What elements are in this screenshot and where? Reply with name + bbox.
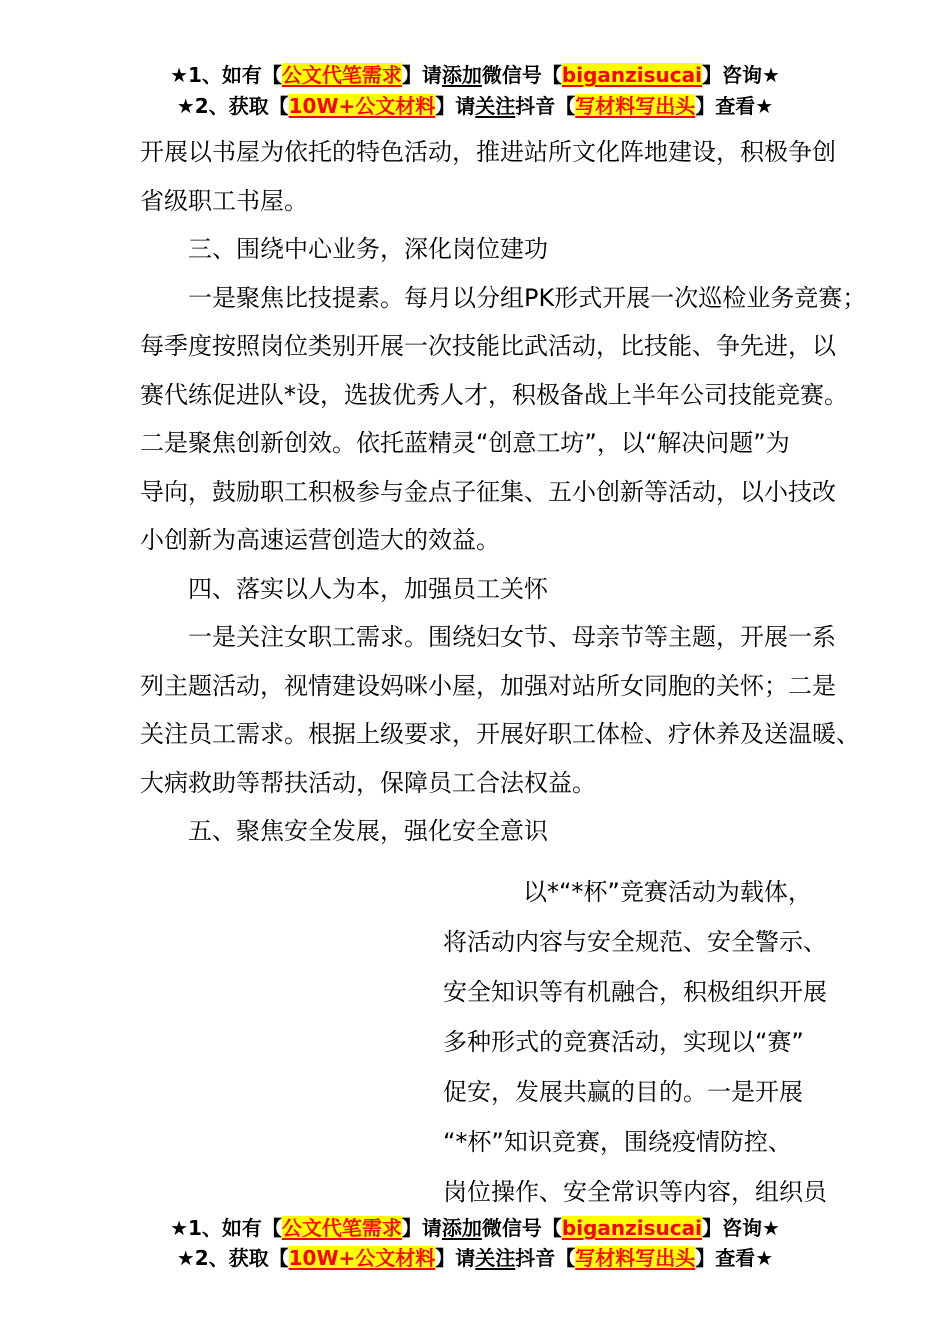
notice-text: 】请 bbox=[435, 94, 476, 118]
document-body bbox=[140, 128, 867, 856]
body-line: 大病救助等帮扶活动，保障员工合法权益。 bbox=[140, 768, 596, 797]
wrapped-line: “*杯”知识竞赛，围绕疫情防控、 bbox=[443, 1128, 792, 1156]
wrapped-line: 岗位操作、安全常识等内容，组织员 bbox=[443, 1178, 827, 1206]
highlighted-keyword: 10W+公文材料 bbox=[288, 1246, 436, 1270]
notice-text: 微信号【 bbox=[481, 1216, 562, 1240]
notice-text: 】咨询★ bbox=[702, 63, 780, 87]
notice-text: ★2、获取【 bbox=[176, 1246, 289, 1270]
notice-text: 】咨询★ bbox=[702, 1216, 780, 1240]
body-line: 导向，鼓励职工积极参与金点子征集、五小创新等活动，以小技改 bbox=[140, 477, 836, 506]
section-heading-4: 四、落实以人为本，加强员工关怀 bbox=[188, 574, 548, 603]
highlighted-douyin-id: 写材料写出头 bbox=[575, 1246, 696, 1270]
footer-notice-line-2 bbox=[0, 1243, 950, 1273]
wrapped-line: 多种形式的竞赛活动，实现以“赛” bbox=[443, 1028, 804, 1056]
wrapped-line: 将活动内容与安全规范、安全警示、 bbox=[443, 928, 827, 956]
underlined-word: 添加 bbox=[441, 1216, 482, 1240]
highlighted-douyin-id: 写材料写出头 bbox=[575, 94, 696, 118]
body-line: 一是聚焦比技提素。每月以分组PK形式开展一次巡检业务竞赛； bbox=[188, 283, 867, 312]
notice-text: 】请 bbox=[401, 63, 442, 87]
highlighted-wechat-id: biganzisucai bbox=[561, 63, 702, 87]
footer-notice-line-1 bbox=[0, 1213, 950, 1243]
body-line: 小创新为高速运营创造大的效益。 bbox=[140, 526, 500, 554]
underlined-word: 关注 bbox=[475, 1246, 516, 1270]
notice-text: 】请 bbox=[435, 1246, 476, 1270]
section-heading-3: 三、围绕中心业务，深化岗位建功 bbox=[188, 235, 548, 263]
header-notice-line-1 bbox=[0, 60, 950, 91]
notice-text: 抖音【 bbox=[515, 94, 576, 118]
body-line: 关注员工需求。根据上级要求，开展好职工体检、疗休养及送温暖、 bbox=[140, 720, 860, 748]
wrapped-line: 促安，发展共赢的目的。一是开展 bbox=[443, 1078, 803, 1106]
notice-text: 】查看★ bbox=[695, 1246, 774, 1270]
notice-text: ★1、如有【 bbox=[170, 63, 282, 87]
notice-text: ★2、获取【 bbox=[176, 94, 289, 118]
notice-text: 微信号【 bbox=[481, 63, 562, 87]
body-line: 赛代练促进队*设，选拔优秀人才，积极备战上半年公司技能竞赛。 bbox=[140, 380, 848, 409]
header-notice-line-2 bbox=[0, 91, 950, 122]
body-line: 列主题活动，视情建设妈咪小屋，加强对站所女同胞的关怀；二是 bbox=[140, 671, 836, 700]
body-line: 二是聚焦创新创效。依托蓝精灵“创意工坊”，以“解决问题”为 bbox=[140, 429, 790, 457]
highlighted-wechat-id: biganzisucai bbox=[561, 1216, 702, 1240]
body-line: 每季度按照岗位类别开展一次技能比武活动，比技能、争先进，以 bbox=[140, 332, 836, 360]
notice-text: 】查看★ bbox=[695, 94, 774, 118]
highlighted-keyword: 公文代笔需求 bbox=[281, 1216, 402, 1240]
underlined-word: 关注 bbox=[475, 94, 516, 118]
notice-text: 抖音【 bbox=[515, 1246, 576, 1270]
wrapped-line: 安全知识等有机融合，积极组织开展 bbox=[443, 978, 827, 1006]
highlighted-keyword: 10W+公文材料 bbox=[288, 94, 436, 118]
notice-text: 】请 bbox=[401, 1216, 442, 1240]
wrapped-paragraph bbox=[443, 867, 843, 1217]
body-line: 一是关注女职工需求。围绕妇女节、母亲节等主题，开展一系 bbox=[188, 623, 836, 651]
wrapped-line: 以*“*杯”竞赛活动为载体， bbox=[523, 878, 812, 906]
header-notice bbox=[0, 60, 950, 122]
body-line: 开展以书屋为依托的特色活动，推进站所文化阵地建设，积极争创 bbox=[140, 138, 836, 166]
section-heading-5: 五、聚焦安全发展，强化安全意识 bbox=[188, 817, 548, 845]
footer-notice bbox=[0, 1213, 950, 1273]
body-line: 省级职工书屋。 bbox=[140, 186, 308, 215]
underlined-word: 添加 bbox=[441, 63, 482, 87]
highlighted-keyword: 公文代笔需求 bbox=[281, 63, 402, 87]
notice-text: ★1、如有【 bbox=[170, 1216, 282, 1240]
